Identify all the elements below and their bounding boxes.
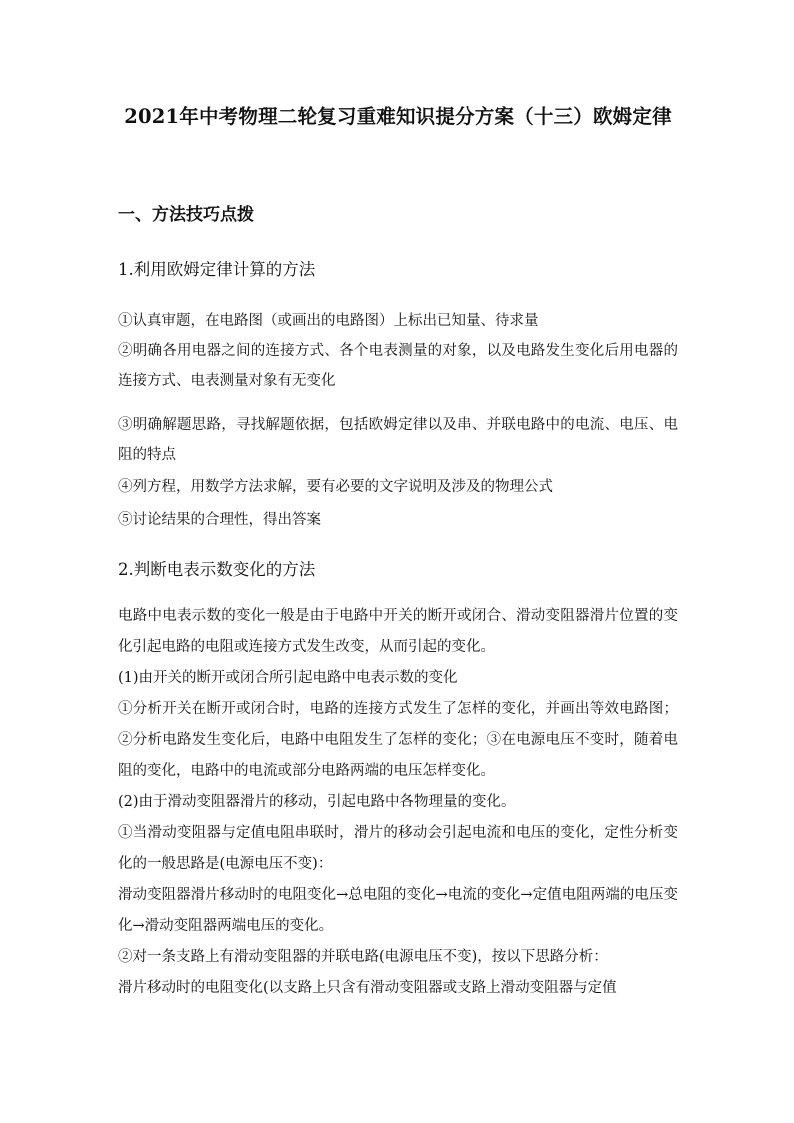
case1-title: (1)由开关的断开或闭合所引起电路中电表示数的变化 (118, 670, 458, 686)
section-heading: 一、方法技巧点拨 (118, 205, 254, 225)
case2-text-1: ①当滑动变阻器与定值电阻串联时，滑片的移动会引起电流和电压的变化，定性分析变化的一般思路是(电源电压不变)： (118, 825, 678, 872)
list-item: ⑤讨论结果的合理性，得出答案 (118, 512, 321, 528)
subsection-heading-1: 1.利用欧姆定律计算的方法 (118, 260, 316, 279)
subsection-heading-2: 2.判断电表示数变化的方法 (118, 560, 316, 579)
case2-title: (2)由于滑动变阻器滑片的移动，引起电路中各物理量的变化。 (118, 794, 516, 810)
intro-paragraph: 电路中电表示数的变化一般是由于电路中开关的断开或闭合、滑动变阻器滑片位置的变化引起电路的电阻或连接方式发生改变，从而引起的变化。 (118, 608, 678, 655)
case2-text-4: 滑片移动时的电阻变化(以支路上只含有滑动变阻器或支路上滑动变阻器与定值 (118, 980, 617, 996)
list-item: ③明确解题思路，寻找解题依据，包括欧姆定律以及串、并联电路中的电流、电压、电阻的特点 (118, 417, 678, 463)
document-title: 2021年中考物理二轮复习重难知识提分方案（十三）欧姆定律 (124, 105, 672, 128)
case2-text-2: 滑动变阻器滑片移动时的电阻变化→总电阻的变化→电流的变化→定值电阻两端的电压变化→滑动变阻器两端电压的变化。 (118, 887, 678, 934)
list-item: ①认真审题，在电路图（或画出的电路图）上标出已知量、待求量 (118, 313, 539, 329)
case2-text-3: ②对一条支路上有滑动变阻器的并联电路(电源电压不变)，按以下思路分析： (118, 949, 608, 965)
list-item: ②明确各用电器之间的连接方式、各个电表测量的对象，以及电路发生变化后用电器的连接方式、电表测量对象有无变化 (118, 343, 678, 389)
case1-text: ①分析开关在断开或闭合时，电路的连接方式发生了怎样的变化，并画出等效电路图；②分析电路发生变化后，电路中电阻发生了怎样的变化；③在电源电压不变时，随着电阻的变化，电路中的电流或部分电路两端的电压怎样变化。 (118, 701, 678, 779)
list-item: ④列方程，用数学方法求解，要有必要的文字说明及涉及的物理公式 (118, 479, 553, 495)
